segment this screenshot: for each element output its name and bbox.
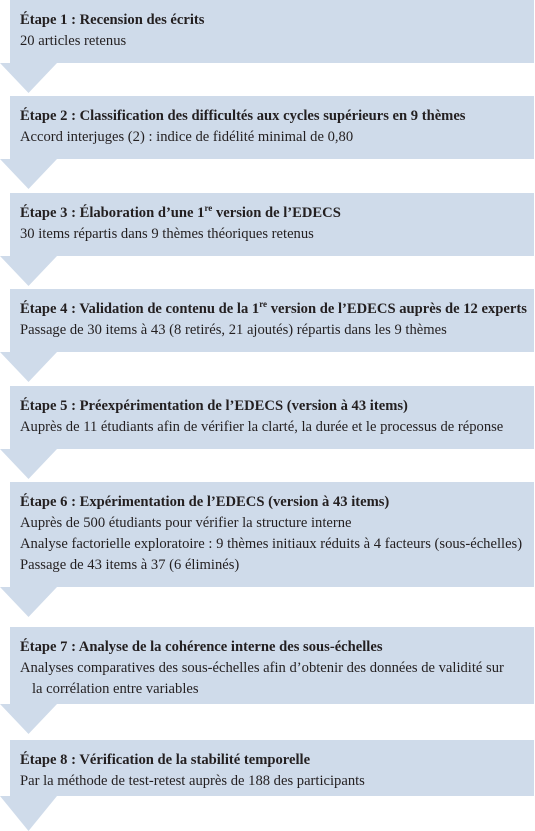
down-arrow-1 [0,63,57,93]
step-title: Étape 5 : Préexpérimentation de l’EDECS (version à 43 items) [20,398,408,414]
step-detail: Analyse factorielle exploratoire : 9 thèmes initiaux réduits à 4 facteurs (sous-échelles) [20,536,523,552]
step-box-7 [10,627,534,704]
step-detail: la corrélation entre variables [32,681,199,697]
step-title: Étape 8 : Vérification de la stabilité temporelle [20,752,311,768]
step-title: Étape 4 : Validation de contenu de la 1re version de l’EDECS auprès de 12 experts [20,299,527,317]
step-box-5 [10,386,534,449]
down-arrow-7 [0,704,57,734]
step-detail: Analyses comparatives des sous-échelles afin d’obtenir des données de validité sur [20,660,504,676]
step-title: Étape 3 : Élaboration d’une 1re version de l’EDECS [20,203,341,221]
step-box-3 [10,193,534,256]
step-box-6 [10,482,534,587]
step-title: Étape 7 : Analyse de la cohérence interne des sous-échelles [20,639,383,655]
step-detail: Passage de 43 items à 37 (6 éliminés) [20,557,240,573]
down-arrow-3 [0,256,57,286]
step-detail: Passage de 30 items à 43 (8 retirés, 21 ajoutés) répartis dans les 9 thèmes [20,322,447,338]
step-box-4 [10,289,534,352]
down-arrow-5 [0,449,57,479]
step-detail: 30 items répartis dans 9 thèmes théoriques retenus [20,226,314,242]
step-title: Étape 2 : Classification des difficultés aux cycles supérieurs en 9 thèmes [20,108,466,124]
down-arrow-4 [0,352,57,382]
step-detail: Accord interjuges (2) : indice de fidélité minimal de 0,80 [20,129,354,145]
step-box-2 [10,96,534,159]
step-detail: Auprès de 500 étudiants pour vérifier la structure interne [20,515,352,531]
step-title: Étape 6 : Expérimentation de l’EDECS (version à 43 items) [20,494,390,510]
step-title: Étape 1 : Recension des écrits [20,12,205,28]
down-arrow-2 [0,159,57,189]
step-box-8 [10,740,534,796]
down-arrow-8 [0,796,57,831]
step-detail: 20 articles retenus [20,33,127,49]
step-detail: Par la méthode de test-retest auprès de 188 des participants [20,773,365,789]
down-arrow-6 [0,587,57,617]
step-detail: Auprès de 11 étudiants afin de vérifier la clarté, la durée et le processus de réponse [20,419,504,435]
step-box-1 [10,0,534,63]
